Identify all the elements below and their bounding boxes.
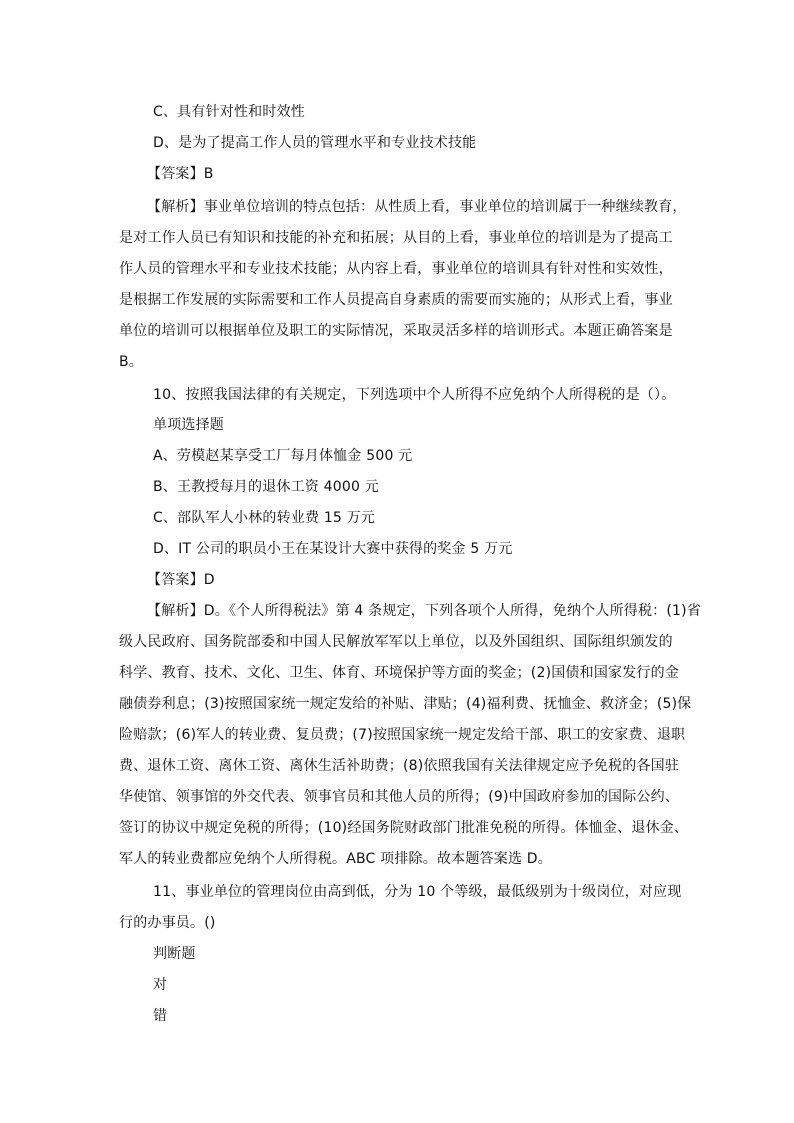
q11-option-false: 错: [153, 1008, 168, 1024]
q9-analysis-line-2: 是对工作人员已有知识和技能的补充和拓展；从目的上看，事业单位的培训是为了提高工: [119, 230, 673, 246]
q10-type: 单项选择题: [153, 417, 224, 433]
q10-stem: 10、按照我国法律的有关规定，下列选项中个人所得不应免纳个人所得税的是（）。: [153, 387, 676, 403]
q9-analysis-line-6: B。: [119, 354, 144, 370]
q10-analysis-line-4: 融债券利息；(3)按照国家统一规定发给的补贴、津贴；(4)福利费、抚恤金、救济金；(5)保: [119, 696, 692, 712]
q11-type: 判断题: [153, 946, 196, 962]
q10-analysis-line-1: 【解析】D。《个人所得税法》第 4 条规定，下列各项个人所得，免纳个人所得税：(1)省: [147, 603, 702, 619]
q10-analysis-line-2: 级人民政府、国务院部委和中国人民解放军军以上单位，以及外国组织、国际组织颁发的: [119, 634, 673, 650]
q10-analysis-line-8: 签订的协议中规定免税的所得；(10)经国务院财政部门批准免税的所得。体恤金、退休金、: [119, 820, 689, 836]
q11-option-true: 对: [153, 977, 168, 993]
q11-stem-line-2: 行的办事员。(): [119, 915, 216, 931]
q10-option-a: A、劳模赵某享受工厂每月体恤金 500 元: [153, 448, 413, 464]
q9-answer: 【答案】B: [147, 166, 214, 182]
q11-stem-line-1: 11、事业单位的管理岗位由高到低，分为 10 个等级，最低级别为十级岗位，对应现: [153, 884, 682, 900]
q9-analysis-line-5: 单位的培训可以根据单位及职工的实际情况，采取灵活多样的培训形式。本题正确答案是: [119, 323, 673, 339]
q10-analysis-line-3: 科学、教育、技术、文化、卫生、体育、环境保护等方面的奖金；(2)国债和国家发行的金: [119, 665, 680, 681]
q9-analysis-line-4: 是根据工作发展的实际需要和工作人员提高自身素质的需要而实施的；从形式上看，事业: [119, 292, 673, 308]
q10-answer: 【答案】D: [147, 572, 215, 588]
q10-analysis-line-6: 费、退休工资、离休工资、离休生活补助费；(8)依照我国有关法律规定应予免税的各国驻: [119, 758, 680, 774]
q10-option-d: D、IT 公司的职员小王在某设计大赛中获得的奖金 5 万元: [153, 541, 513, 557]
q10-analysis-line-9: 军人的转业费都应免纳个人所得税。ABC 项排除。故本题答案选 D。: [119, 851, 552, 867]
q9-analysis-line-1: 【解析】事业单位培训的特点包括：从性质上看，事业单位的培训属于一种继续教育，: [147, 199, 687, 215]
q10-option-b: B、王教授每月的退休工资 4000 元: [153, 479, 379, 495]
q9-analysis-line-3: 作人员的管理水平和专业技术技能；从内容上看，事业单位的培训具有针对性和实效性，: [119, 261, 673, 277]
q10-option-c: C、部队军人小林的转业费 15 万元: [153, 510, 376, 526]
q10-analysis-line-5: 险赔款；(6)军人的转业费、复员费；(7)按照国家统一规定发给干部、职工的安家费、退职: [119, 727, 686, 743]
q9-option-c: C、具有针对性和时效性: [153, 104, 305, 120]
q10-analysis-line-7: 华使馆、领事馆的外交代表、领事官员和其他人员的所得；(9)中国政府参加的国际公约、: [119, 789, 680, 805]
q9-option-d: D、是为了提高工作人员的管理水平和专业技术技能: [153, 135, 477, 151]
